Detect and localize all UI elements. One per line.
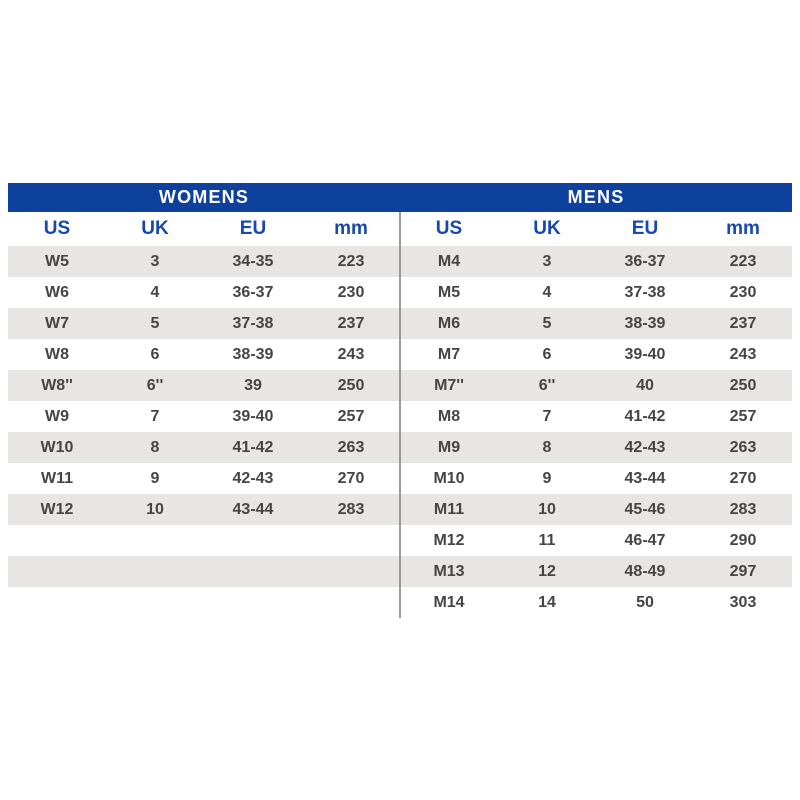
cell-uk: 4 <box>542 283 552 301</box>
cell-eu: 45-46 <box>624 500 666 518</box>
cell-mm: 237 <box>337 314 365 332</box>
cell-uk: 3 <box>542 252 552 270</box>
cell-mm <box>302 525 400 556</box>
cell-mm: 243 <box>337 345 365 363</box>
cell-mm: 257 <box>337 407 365 425</box>
cell-us: W9 <box>45 407 69 425</box>
column-header-us: US <box>43 218 71 239</box>
cell-uk: 4 <box>150 283 160 301</box>
cell-us <box>8 587 106 618</box>
column-header-uk: UK <box>141 218 169 239</box>
cell-us: M10 <box>433 469 465 487</box>
table-row <box>400 463 792 494</box>
table-row <box>8 432 400 463</box>
table-row <box>400 370 792 401</box>
center-divider-line <box>399 212 401 618</box>
cell-mm: 223 <box>729 252 757 270</box>
cell-eu: 42-43 <box>232 469 274 487</box>
cell-eu: 48-49 <box>624 562 666 580</box>
cell-mm: 263 <box>729 438 757 456</box>
rows-mens <box>400 246 792 618</box>
table-row <box>8 463 400 494</box>
table-row <box>8 587 400 618</box>
cell-us: M4 <box>437 252 461 270</box>
cell-us: W12 <box>40 500 74 518</box>
cell-us: M7'' <box>434 376 464 394</box>
cell-uk: 7 <box>542 407 552 425</box>
cell-uk: 5 <box>150 314 160 332</box>
table-row <box>400 525 792 556</box>
cell-us: W11 <box>40 469 73 487</box>
table-row <box>400 587 792 618</box>
womens-table <box>8 212 400 618</box>
column-header-us: US <box>435 218 463 239</box>
cell-mm: 230 <box>337 283 365 301</box>
table-row <box>400 494 792 525</box>
cell-us: M9 <box>437 438 461 456</box>
cell-eu: 34-35 <box>232 252 274 270</box>
table-row <box>8 556 400 587</box>
cell-eu: 40 <box>636 376 654 394</box>
cell-uk: 10 <box>538 500 556 518</box>
cell-uk <box>106 556 204 587</box>
cell-uk: 12 <box>538 562 556 580</box>
cell-eu: 50 <box>636 593 654 611</box>
cell-uk: 7 <box>150 407 160 425</box>
column-header-uk: UK <box>533 218 561 239</box>
cell-uk <box>106 587 204 618</box>
cell-eu: 46-47 <box>624 531 666 549</box>
cell-uk: 11 <box>538 531 556 549</box>
cell-eu: 38-39 <box>624 314 666 332</box>
cell-uk: 8 <box>542 438 552 456</box>
cell-us: M8 <box>437 407 461 425</box>
cell-eu: 38-39 <box>232 345 274 363</box>
section-title-mens: MENS <box>567 187 625 207</box>
cell-mm: 223 <box>337 252 365 270</box>
cell-us: W10 <box>40 438 74 456</box>
cell-eu: 36-37 <box>624 252 666 270</box>
cell-mm: 303 <box>729 593 757 611</box>
cell-eu <box>204 525 302 556</box>
cell-uk: 6 <box>150 345 160 363</box>
column-header-mm: mm <box>726 218 760 239</box>
cell-mm: 230 <box>729 283 757 301</box>
tables-area <box>8 212 792 618</box>
table-row <box>400 308 792 339</box>
cell-mm: 243 <box>729 345 757 363</box>
section-title-womens: WOMENS <box>158 187 250 207</box>
cell-us: W7 <box>45 314 69 332</box>
cell-uk: 6'' <box>538 376 556 394</box>
cell-mm <box>302 556 400 587</box>
cell-uk: 14 <box>538 593 556 611</box>
table-row <box>8 401 400 432</box>
cell-eu: 42-43 <box>624 438 666 456</box>
table-row <box>400 432 792 463</box>
cell-mm: 237 <box>729 314 757 332</box>
cell-us: W8 <box>45 345 69 363</box>
cell-mm: 270 <box>729 469 757 487</box>
column-header-eu: EU <box>239 218 267 239</box>
cell-uk: 6 <box>542 345 552 363</box>
cell-eu: 37-38 <box>624 283 666 301</box>
cell-eu: 41-42 <box>624 407 666 425</box>
shoe-size-chart <box>8 183 792 618</box>
cell-us: M14 <box>433 593 465 611</box>
cell-eu: 39-40 <box>624 345 666 363</box>
table-row <box>8 525 400 556</box>
cell-us: M6 <box>437 314 461 332</box>
cell-uk: 8 <box>150 438 160 456</box>
cell-uk: 9 <box>542 469 552 487</box>
column-header-mm: mm <box>334 218 368 239</box>
cell-mm: 250 <box>337 376 365 394</box>
column-header-eu: EU <box>631 218 659 239</box>
cell-eu: 39 <box>244 376 262 394</box>
cell-mm <box>302 587 400 618</box>
cell-us: M13 <box>433 562 465 580</box>
cell-us: M11 <box>433 500 465 518</box>
cell-mm: 283 <box>729 500 757 518</box>
cell-mm: 290 <box>729 531 757 549</box>
cell-uk: 9 <box>150 469 160 487</box>
cell-mm: 250 <box>729 376 757 394</box>
table-row <box>8 308 400 339</box>
rows-womens <box>8 246 400 618</box>
table-row <box>8 246 400 277</box>
womens-column-headers <box>8 212 400 246</box>
cell-eu: 39-40 <box>232 407 274 425</box>
table-row <box>400 246 792 277</box>
cell-mm: 297 <box>729 562 757 580</box>
cell-us: W5 <box>45 252 69 270</box>
section-header-bar <box>8 183 792 212</box>
cell-eu: 43-44 <box>624 469 666 487</box>
cell-eu <box>204 587 302 618</box>
cell-us: M7 <box>437 345 461 363</box>
cell-eu <box>204 556 302 587</box>
cell-uk <box>106 525 204 556</box>
cell-us <box>8 525 106 556</box>
mens-table <box>400 212 792 618</box>
cell-uk: 6'' <box>146 376 164 394</box>
cell-us: M5 <box>437 283 461 301</box>
table-row <box>8 494 400 525</box>
mens-column-headers <box>400 212 792 246</box>
cell-us: W8'' <box>41 376 73 394</box>
table-row <box>400 556 792 587</box>
cell-eu: 41-42 <box>232 438 274 456</box>
table-row <box>8 339 400 370</box>
cell-mm: 263 <box>337 438 365 456</box>
table-row <box>400 277 792 308</box>
cell-eu: 37-38 <box>232 314 274 332</box>
cell-eu: 36-37 <box>232 283 274 301</box>
cell-eu: 43-44 <box>232 500 274 518</box>
table-row <box>400 401 792 432</box>
cell-uk: 3 <box>150 252 160 270</box>
cell-mm: 283 <box>337 500 365 518</box>
cell-us: W6 <box>45 283 69 301</box>
cell-uk: 5 <box>542 314 552 332</box>
cell-us <box>8 556 106 587</box>
cell-uk: 10 <box>146 500 164 518</box>
table-row <box>8 277 400 308</box>
cell-mm: 270 <box>337 469 365 487</box>
table-row <box>8 370 400 401</box>
table-row <box>400 339 792 370</box>
cell-mm: 257 <box>729 407 757 425</box>
cell-us: M12 <box>433 531 465 549</box>
